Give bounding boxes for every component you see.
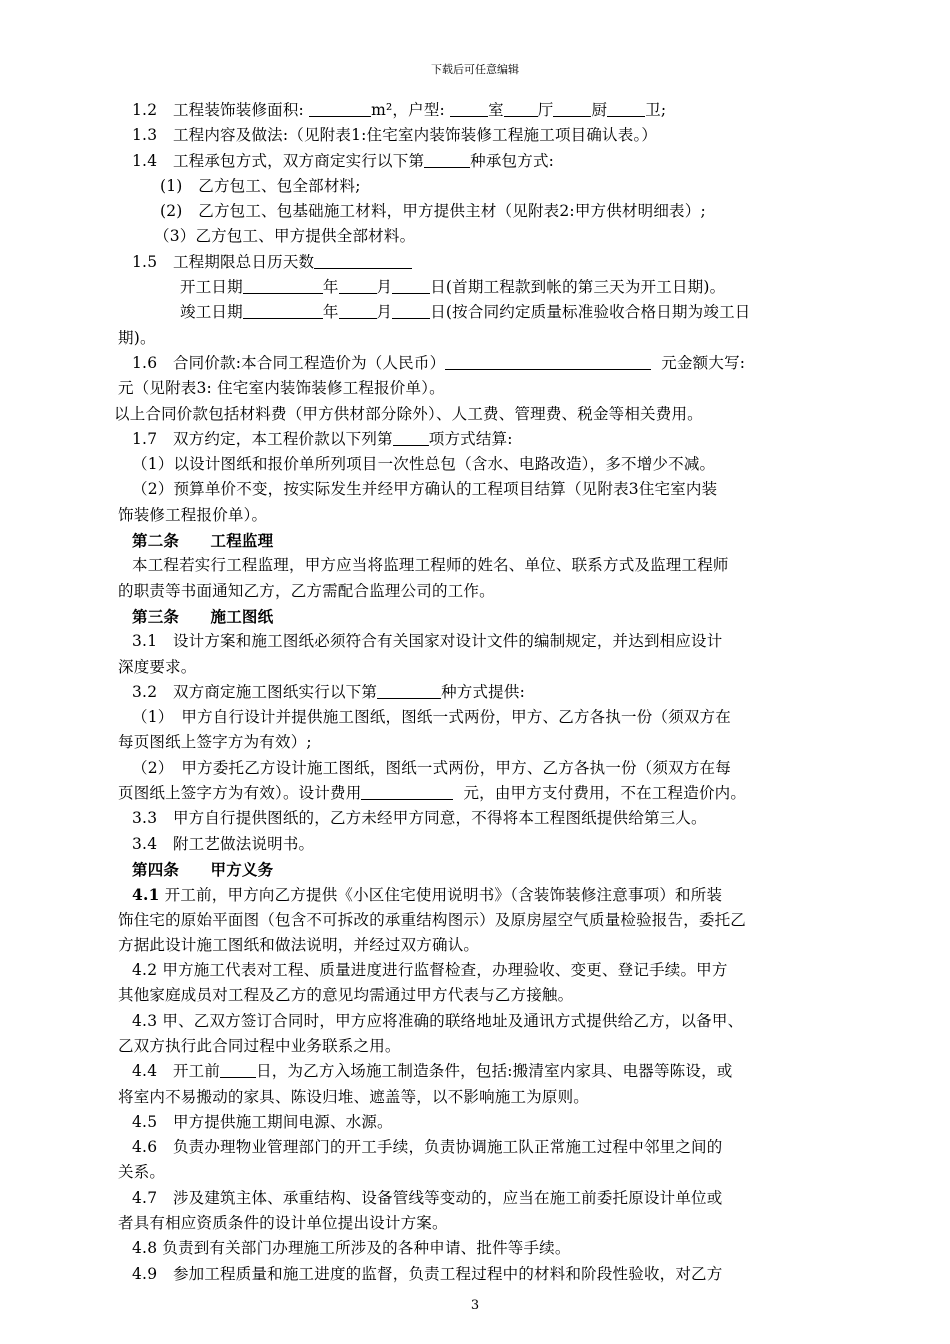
text: 开工日期 (180, 278, 243, 297)
line-3-1: 3.1 设计方案和施工图纸必须符合有关国家对设计文件的编制规定，并达到相应设计 (132, 632, 723, 651)
line-4-3: 4.3 甲、乙双方签订合同时，甲方应将准确的联络地址及通讯方式提供给乙方，以备甲、 (132, 1011, 744, 1030)
blank (243, 300, 323, 319)
blank (377, 680, 441, 699)
article-4-heading: 第四条 甲方义务 (132, 859, 274, 879)
blank (504, 98, 538, 117)
line-settle-2: （2）预算单价不变，按实际发生并经甲方确认的工程项目结算（见附表3住宅室内装 (132, 480, 718, 499)
text: 1.2 工程装饰装修面积: (132, 101, 310, 119)
line-4-2-cont: 其他家庭成员对工程及乙方的意见均需通过甲方代表与乙方接触。 (118, 986, 574, 1005)
blank (243, 275, 323, 294)
line-3-4: 3.4 附工艺做法说明书。 (132, 834, 315, 853)
blank (393, 427, 429, 446)
text: 1.4 工程承包方式，双方商定实行以下第 (132, 151, 425, 170)
line-3-2 (118, 680, 858, 705)
line-settle-2-cont: 饰装修工程报价单）。 (118, 505, 268, 524)
blank (424, 149, 470, 168)
line-drawing-1-cont: 每页图纸上签字方为有效）; (118, 733, 312, 752)
line-4-1-cont-a: 饰住宅的原始平面图（包含不可拆改的承重结构图示）及原房屋空气质量检验报告，委托乙 (118, 910, 747, 929)
line-1-7 (118, 427, 858, 452)
line-4-3-cont: 乙双方执行此合同过程中业务联系之用。 (118, 1036, 401, 1055)
text: 种承包方式: (470, 151, 555, 170)
text: 卫; (645, 101, 667, 119)
text: 开工前，甲方向乙方提供《小区住宅使用说明书》（含装饰装修注意事项）和所装 (159, 886, 723, 905)
line-4-6: 4.6 负责办理物业管理部门的开工手续，负责协调施工队正常施工过程中邻里之间的 (132, 1138, 723, 1157)
text: 日(按合同约定质量标准验收合格日期为竣工日 (430, 303, 751, 322)
page-header: 下载后可任意编辑 (431, 63, 519, 76)
line-1-6 (118, 351, 858, 376)
line-option-1: (1) 乙方包工、包全部材料; (160, 176, 361, 195)
line-4-8: 4.8 负责到有关部门办理施工所涉及的各种申请、批件等手续。 (132, 1239, 571, 1258)
blank (392, 275, 430, 294)
line-end-date (118, 300, 858, 325)
line-4-6-cont: 关系。 (118, 1163, 166, 1182)
line-article-2-a: 本工程若实行工程监理，甲方应当将监理工程师的姓名、单位、联系方式及监理工程师 (132, 556, 729, 575)
article-2-heading: 第二条 工程监理 (132, 531, 274, 551)
line-1-4 (118, 149, 858, 174)
text: 日，为乙方入场施工制造条件，包括:搬清室内家具、电器等陈设，或 (256, 1062, 733, 1081)
line-price-includes: 以上合同价款包括材料费（甲方供材部分除外）、人工费、管理费、税金等相关费用。 (114, 404, 703, 423)
line-option-3: （3）乙方包工、甲方提供全部材料。 (154, 227, 416, 246)
line-4-5: 4.5 甲方提供施工期间电源、水源。 (132, 1112, 393, 1131)
text: m²，户型: (371, 101, 451, 119)
text: 4.1 (132, 885, 160, 905)
text: 年 (322, 303, 339, 322)
text: 项方式结算: (428, 429, 513, 448)
blank (220, 1059, 256, 1078)
text: 1.6 合同价款:本合同工程造价为（人民币） (132, 353, 446, 372)
blank (392, 300, 430, 319)
blank (309, 98, 371, 117)
blank (450, 98, 488, 117)
text: 厨 (591, 101, 608, 119)
line-4-2: 4.2 甲方施工代表对工程、质量进度进行监督检查，办理验收、变更、登记手续。甲方 (132, 961, 728, 980)
text: 竣工日期 (180, 303, 243, 322)
line-4-7: 4.7 涉及建筑主体、承重结构、设备管线等变动的，应当在施工前委托原设计单位或 (132, 1188, 723, 1207)
blank (445, 351, 651, 370)
line-3-1-cont: 深度要求。 (118, 657, 197, 676)
line-option-2: (2) 乙方包工、包基础施工材料，甲方提供主材（见附表2:甲方供材明细表）; (160, 202, 706, 221)
text: 3.2 双方商定施工图纸实行以下第 (132, 682, 378, 701)
line-4-9: 4.9 参加工程质量和施工进度的监督，负责工程过程中的材料和阶段性验收，对乙方 (132, 1264, 723, 1283)
text: 室 (488, 101, 504, 119)
text: 月 (376, 278, 393, 297)
document-body (114, 98, 858, 1287)
blank (607, 98, 645, 117)
blank (339, 275, 377, 294)
line-drawing-2: （2） 甲方委托乙方设计施工图纸，图纸一式两份，甲方、乙方各执一份（须双方在每 (132, 758, 731, 777)
line-1-3: 1.3 工程内容及做法:（见附表1:住宅室内装饰装修工程施工项目确认表。） (132, 126, 658, 145)
blank (339, 300, 377, 319)
line-4-4-cont: 将室内不易搬动的家具、陈设归堆、遮盖等，以不影响施工为原则。 (118, 1087, 590, 1106)
blank (553, 98, 591, 117)
text: 4.4 开工前 (132, 1062, 221, 1081)
text: 1.7 双方约定，本工程价款以下列第 (132, 429, 393, 448)
text: 种方式提供: (441, 682, 525, 701)
line-drawing-2-cont (118, 781, 858, 806)
line-1-5 (118, 250, 858, 275)
article-3-heading: 第三条 施工图纸 (132, 606, 274, 626)
line-end-date-cont: 期)。 (118, 328, 156, 347)
line-1-6-cont: 元（见附表3: 住宅室内装饰装修工程报价单）。 (118, 379, 445, 398)
blank (314, 250, 412, 269)
line-start-date (118, 275, 858, 300)
line-1-2 (118, 98, 858, 123)
line-drawing-1: （1） 甲方自行设计并提供施工图纸，图纸一式两份，甲方、乙方各执一份（须双方在 (132, 708, 731, 727)
text: 元金额大写: (661, 353, 746, 372)
text: 1.5 工程期限总日历天数 (132, 252, 315, 271)
text: 元，由甲方支付费用，不在工程造价内。 (463, 784, 747, 803)
text: 月 (376, 303, 393, 322)
text: 年 (322, 278, 339, 297)
line-article-2-b: 的职责等书面通知乙方，乙方需配合监理公司的工作。 (118, 581, 495, 600)
text: 厅 (537, 101, 554, 119)
text: 页图纸上签字方为有效）。设计费用 (118, 784, 362, 803)
line-3-3: 3.3 甲方自行提供图纸的，乙方未经甲方同意，不得将本工程图纸提供给第三人。 (132, 809, 707, 828)
line-4-1-cont-b: 方据此设计施工图纸和做法说明，并经过双方确认。 (118, 935, 480, 954)
line-4-1 (118, 882, 858, 907)
page-number: 3 (470, 1298, 480, 1313)
blank (361, 781, 453, 800)
text: 日(首期工程款到帐的第三天为开工日期)。 (430, 278, 726, 297)
line-settle-1: （1）以设计图纸和报价单所列项目一次性总包（含水、电路改造），多不增少不减。 (132, 455, 716, 474)
line-4-7-cont: 者具有相应资质条件的设计单位提出设计方案。 (118, 1214, 448, 1233)
line-4-4 (118, 1059, 858, 1084)
